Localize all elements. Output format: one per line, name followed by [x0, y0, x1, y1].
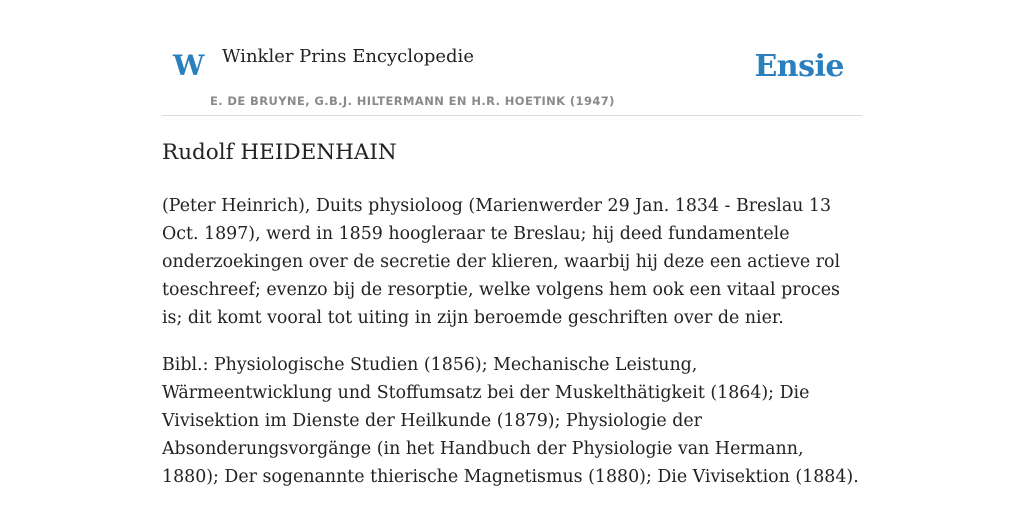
ensie-brand-logo[interactable]: Ensie: [754, 49, 844, 84]
entry-paragraph-body: (Peter Heinrich), Duits physioloog (Marienwerder 29 Jan. 1834 - Breslau 13 Oct. 1897), werd in 1859 hoogleraar te Breslau; hij deed fundamentele onderzoekingen over de secretie der klieren, waarbij hij deze een actieve rol toeschreef; evenzo bij de resorptie, welke volgens hem ook een vitaal proces is; dit komt vooral tot uiting in zijn beroemde geschriften over de nier.: [162, 196, 841, 328]
entry-card: [162, 0, 862, 512]
entry-paragraph-bibliography: Bibl.: Physiologische Studien (1856); Mechanische Leistung, Wärmeentwicklung und Stoffumsatz bei der Muskelthätigkeit (1864); Die Vivisektion im Dienste der Heilkunde (1879); Physiologie der Absonderungsvorgänge (in het Handbuch der Physiologie van Hermann, 1880); Der sogenannte thierische Magnetismus (1880); Die Vivisektion (1884).: [162, 355, 859, 487]
entry-title: Rudolf HEIDENHAIN: [162, 140, 397, 165]
card-header: [162, 0, 862, 116]
winkler-prins-logo[interactable]: W: [173, 49, 205, 82]
source-title[interactable]: Winkler Prins Encyclopedie: [222, 46, 474, 67]
source-authors: E. DE BRUYNE, G.B.J. HILTERMANN EN H.R. HOETINK (1947): [210, 94, 615, 108]
